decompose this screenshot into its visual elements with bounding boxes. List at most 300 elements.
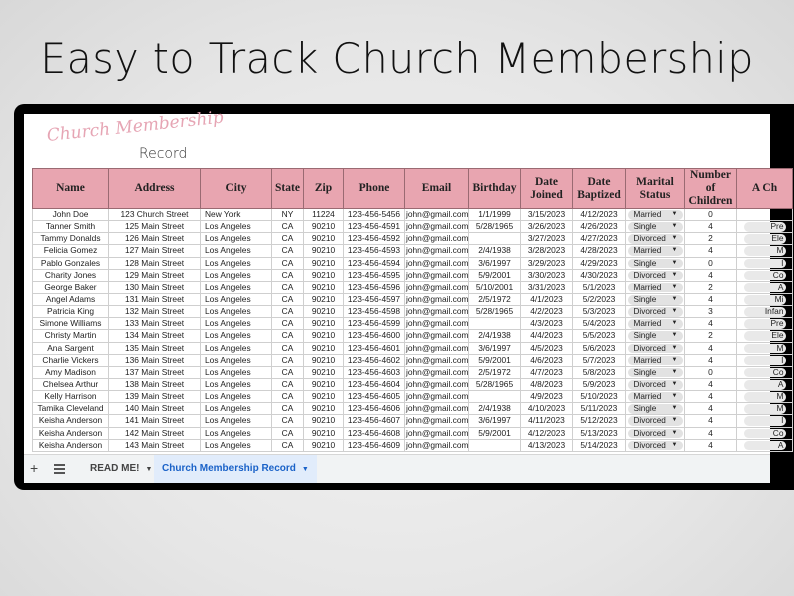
table-cell[interactable]: 123 Church Street	[109, 209, 201, 221]
table-cell[interactable]: 4	[685, 427, 737, 439]
table-cell[interactable]: 90210	[304, 233, 344, 245]
marital-status-dropdown[interactable]	[628, 404, 683, 414]
table-row[interactable]	[33, 233, 793, 245]
table-cell[interactable]: 123-456-4607	[344, 415, 405, 427]
table-cell[interactable]: Kelly Harrison	[33, 391, 109, 403]
table-cell[interactable]: 5/9/2023	[573, 378, 626, 390]
table-row[interactable]	[33, 221, 793, 233]
table-cell[interactable]: CA	[272, 378, 304, 390]
table-cell[interactable]: Los Angeles	[201, 439, 272, 451]
table-cell[interactable]	[626, 342, 685, 354]
table-cell[interactable]: 4/12/2023	[521, 427, 573, 439]
table-cell[interactable]: 5/3/2023	[573, 306, 626, 318]
table-cell[interactable]: john@gmail.com	[406, 233, 469, 244]
table-cell[interactable]: Tanner Smith	[33, 221, 109, 233]
table-cell[interactable]: 123-456-5456	[344, 209, 405, 221]
table-cell[interactable]: 5/28/1965	[469, 378, 521, 390]
table-cell[interactable]: 4	[685, 221, 737, 233]
table-cell[interactable]: 4/3/2023	[521, 318, 573, 330]
table-cell[interactable]: john@gmail.com	[406, 294, 469, 305]
table-cell[interactable]: CA	[272, 415, 304, 427]
table-cell[interactable]	[737, 366, 793, 378]
table-row[interactable]	[33, 439, 793, 451]
table-cell[interactable]: 90210	[304, 427, 344, 439]
table-cell[interactable]: CA	[272, 354, 304, 366]
table-cell[interactable]: 4	[685, 293, 737, 305]
table-cell[interactable]: 90210	[304, 221, 344, 233]
table-cell[interactable]: 90210	[304, 330, 344, 342]
table-cell[interactable]: 133 Main Street	[109, 318, 201, 330]
table-cell[interactable]: john@gmail.com	[406, 269, 469, 280]
table-cell[interactable]: john@gmail.com	[406, 306, 469, 317]
marital-status-dropdown[interactable]	[628, 429, 683, 439]
marital-status-dropdown[interactable]	[628, 331, 683, 341]
table-cell[interactable]: 123-456-4596	[344, 281, 405, 293]
table-cell[interactable]	[737, 391, 793, 403]
table-cell[interactable]: Los Angeles	[201, 269, 272, 281]
table-cell[interactable]: 5/9/2001	[469, 427, 521, 439]
table-cell[interactable]: 123-456-4593	[344, 245, 405, 257]
table-cell[interactable]: 140 Main Street	[109, 403, 201, 415]
table-cell[interactable]: 4	[685, 269, 737, 281]
table-cell[interactable]	[626, 281, 685, 293]
children-age-dropdown[interactable]	[744, 246, 786, 256]
table-cell[interactable]: 3/28/2023	[521, 245, 573, 257]
table-cell[interactable]: 3/30/2023	[521, 269, 573, 281]
table-cell[interactable]: 131 Main Street	[109, 293, 201, 305]
table-cell[interactable]: 90210	[304, 354, 344, 366]
children-age-dropdown[interactable]	[744, 429, 786, 439]
table-cell[interactable]: 4/11/2023	[521, 415, 573, 427]
table-cell[interactable]: CA	[272, 233, 304, 245]
table-cell[interactable]: 5/28/1965	[469, 221, 521, 233]
table-row[interactable]	[33, 366, 793, 378]
table-cell[interactable]	[626, 293, 685, 305]
table-cell[interactable]: Los Angeles	[201, 403, 272, 415]
table-cell[interactable]: 0	[685, 257, 737, 269]
table-cell[interactable]: Los Angeles	[201, 257, 272, 269]
table-cell[interactable]: 4	[685, 403, 737, 415]
table-cell[interactable]: 123-456-4595	[344, 269, 405, 281]
table-cell[interactable]: Los Angeles	[201, 330, 272, 342]
table-cell[interactable]: Keisha Anderson	[33, 427, 109, 439]
table-cell[interactable]: Charity Jones	[33, 269, 109, 281]
table-cell[interactable]: CA	[272, 293, 304, 305]
table-cell[interactable]: 5/7/2023	[573, 354, 626, 366]
table-cell[interactable]: 90210	[304, 269, 344, 281]
table-cell[interactable]	[469, 318, 521, 330]
table-cell[interactable]: CA	[272, 391, 304, 403]
tab-readme[interactable]	[82, 455, 160, 483]
table-cell[interactable]: 2	[685, 281, 737, 293]
table-cell[interactable]: Keisha Anderson	[33, 415, 109, 427]
table-cell[interactable]: Los Angeles	[201, 342, 272, 354]
children-age-dropdown[interactable]	[744, 392, 786, 402]
table-cell[interactable]: Los Angeles	[201, 233, 272, 245]
children-age-dropdown[interactable]	[744, 368, 786, 378]
table-cell[interactable]: john@gmail.com	[406, 439, 469, 450]
table-cell[interactable]: 123-456-4599	[344, 318, 405, 330]
table-cell[interactable]: 0	[685, 366, 737, 378]
table-cell[interactable]	[626, 209, 685, 221]
table-cell[interactable]: john@gmail.com	[406, 379, 469, 390]
table-cell[interactable]: Los Angeles	[201, 366, 272, 378]
table-cell[interactable]: john@gmail.com	[406, 427, 469, 438]
table-cell[interactable]: 4/7/2023	[521, 366, 573, 378]
table-cell[interactable]: 3/29/2023	[521, 257, 573, 269]
table-cell[interactable]: Los Angeles	[201, 245, 272, 257]
table-cell[interactable]: 2	[685, 233, 737, 245]
table-cell[interactable]	[737, 378, 793, 390]
table-cell[interactable]: Angel Adams	[33, 293, 109, 305]
table-cell[interactable]	[626, 366, 685, 378]
table-cell[interactable]: 5/4/2023	[573, 318, 626, 330]
table-cell[interactable]	[737, 269, 793, 281]
table-cell[interactable]	[626, 269, 685, 281]
table-cell[interactable]: 90210	[304, 378, 344, 390]
marital-status-dropdown[interactable]	[628, 271, 683, 281]
table-cell[interactable]: john@gmail.com	[406, 391, 469, 402]
table-cell[interactable]	[626, 415, 685, 427]
table-cell[interactable]: Keisha Anderson	[33, 439, 109, 451]
table-cell[interactable]: George Baker	[33, 281, 109, 293]
table-cell[interactable]: 90210	[304, 318, 344, 330]
table-cell[interactable]: Los Angeles	[201, 354, 272, 366]
table-cell[interactable]: 4	[685, 354, 737, 366]
marital-status-dropdown[interactable]	[628, 319, 683, 329]
table-cell[interactable]: Tamika Cleveland	[33, 403, 109, 415]
table-cell[interactable]: 123-456-4608	[344, 427, 405, 439]
table-cell[interactable]: CA	[272, 342, 304, 354]
table-cell[interactable]: 123-456-4602	[344, 354, 405, 366]
table-cell[interactable]: CA	[272, 403, 304, 415]
children-age-dropdown[interactable]	[744, 331, 786, 341]
marital-status-dropdown[interactable]	[628, 222, 683, 232]
table-cell[interactable]: 4/26/2023	[573, 221, 626, 233]
table-row[interactable]	[33, 403, 793, 415]
table-cell[interactable]: 123-456-4601	[344, 342, 405, 354]
table-cell[interactable]: 2/4/1938	[469, 245, 521, 257]
table-cell[interactable]: 4	[685, 378, 737, 390]
table-cell[interactable]	[626, 354, 685, 366]
table-row[interactable]	[33, 257, 793, 269]
plus-icon[interactable]: +	[30, 460, 39, 476]
table-cell[interactable]: 5/10/2023	[573, 391, 626, 403]
marital-status-dropdown[interactable]	[628, 234, 683, 244]
table-cell[interactable]: CA	[272, 257, 304, 269]
table-cell[interactable]: John Doe	[33, 209, 109, 221]
table-cell[interactable]	[469, 391, 521, 403]
table-cell[interactable]	[626, 233, 685, 245]
table-cell[interactable]: 128 Main Street	[109, 257, 201, 269]
table-cell[interactable]: 123-456-4605	[344, 391, 405, 403]
children-age-dropdown[interactable]	[744, 295, 786, 305]
marital-status-dropdown[interactable]	[628, 368, 683, 378]
table-cell[interactable]: 5/14/2023	[573, 439, 626, 451]
table-cell[interactable]: Christy Martin	[33, 330, 109, 342]
table-cell[interactable]: 11224	[304, 209, 344, 221]
table-cell[interactable]: 125 Main Street	[109, 221, 201, 233]
table-cell[interactable]: 4/27/2023	[573, 233, 626, 245]
table-cell[interactable]	[626, 403, 685, 415]
table-cell[interactable]	[626, 306, 685, 318]
table-cell[interactable]: 4/13/2023	[521, 439, 573, 451]
table-cell[interactable]: CA	[272, 366, 304, 378]
table-row[interactable]	[33, 293, 793, 305]
table-cell[interactable]	[737, 306, 793, 318]
table-cell[interactable]: 5/28/1965	[469, 306, 521, 318]
table-cell[interactable]: 3/6/1997	[469, 257, 521, 269]
table-cell[interactable]: 130 Main Street	[109, 281, 201, 293]
children-age-dropdown[interactable]	[744, 222, 786, 232]
children-age-dropdown[interactable]	[744, 380, 786, 390]
marital-status-dropdown[interactable]	[628, 210, 683, 220]
table-cell[interactable]: 4/1/2023	[521, 293, 573, 305]
table-cell[interactable]: 90210	[304, 281, 344, 293]
table-cell[interactable]: Los Angeles	[201, 318, 272, 330]
marital-status-dropdown[interactable]	[628, 380, 683, 390]
table-cell[interactable]: 141 Main Street	[109, 415, 201, 427]
table-cell[interactable]: Tammy Donalds	[33, 233, 109, 245]
tab-church-membership-record[interactable]	[154, 455, 317, 483]
children-age-dropdown[interactable]	[744, 344, 786, 354]
marital-status-dropdown[interactable]	[628, 416, 683, 426]
table-cell[interactable]: 123-456-4591	[344, 221, 405, 233]
table-cell[interactable]: Felicia Gomez	[33, 245, 109, 257]
table-cell[interactable]: 90210	[304, 257, 344, 269]
table-cell[interactable]: 123-456-4600	[344, 330, 405, 342]
table-cell[interactable]: 4/8/2023	[521, 378, 573, 390]
table-cell[interactable]	[626, 391, 685, 403]
table-cell[interactable]	[737, 354, 793, 366]
table-cell[interactable]	[737, 257, 793, 269]
table-cell[interactable]: john@gmail.com	[406, 221, 469, 232]
table-cell[interactable]: 4/6/2023	[521, 354, 573, 366]
table-cell[interactable]: CA	[272, 281, 304, 293]
sheet-list-icon[interactable]	[54, 464, 65, 476]
table-cell[interactable]	[626, 318, 685, 330]
table-cell[interactable]: john@gmail.com	[406, 209, 469, 220]
marital-status-dropdown[interactable]	[628, 441, 683, 451]
table-cell[interactable]: 90210	[304, 415, 344, 427]
table-cell[interactable]	[626, 257, 685, 269]
table-cell[interactable]: 138 Main Street	[109, 378, 201, 390]
marital-status-dropdown[interactable]	[628, 392, 683, 402]
table-cell[interactable]: 3/6/1997	[469, 342, 521, 354]
table-cell[interactable]: CA	[272, 221, 304, 233]
table-row[interactable]	[33, 209, 793, 221]
table-cell[interactable]: 2/4/1938	[469, 330, 521, 342]
table-cell[interactable]	[737, 293, 793, 305]
table-cell[interactable]: 136 Main Street	[109, 354, 201, 366]
table-cell[interactable]: CA	[272, 245, 304, 257]
table-cell[interactable]: New York	[201, 209, 272, 221]
table-cell[interactable]: 127 Main Street	[109, 245, 201, 257]
table-cell[interactable]	[737, 415, 793, 427]
table-cell[interactable]: 142 Main Street	[109, 427, 201, 439]
table-cell[interactable]: 5/8/2023	[573, 366, 626, 378]
table-cell[interactable]: john@gmail.com	[406, 318, 469, 329]
table-cell[interactable]: 4/9/2023	[521, 391, 573, 403]
table-cell[interactable]: 139 Main Street	[109, 391, 201, 403]
table-cell[interactable]: Patricia King	[33, 306, 109, 318]
table-cell[interactable]	[626, 245, 685, 257]
table-cell[interactable]: 2/5/1972	[469, 293, 521, 305]
table-cell[interactable]	[737, 403, 793, 415]
children-age-dropdown[interactable]	[744, 356, 786, 366]
table-cell[interactable]: 5/13/2023	[573, 427, 626, 439]
table-cell[interactable]: 2	[685, 330, 737, 342]
children-age-dropdown[interactable]	[744, 441, 786, 451]
table-cell[interactable]	[626, 221, 685, 233]
marital-status-dropdown[interactable]	[628, 307, 683, 317]
table-row[interactable]	[33, 354, 793, 366]
marital-status-dropdown[interactable]	[628, 246, 683, 256]
table-cell[interactable]: 123-456-4592	[344, 233, 405, 245]
table-cell[interactable]: 90210	[304, 245, 344, 257]
table-cell[interactable]	[737, 233, 793, 245]
table-cell[interactable]: Simone Williams	[33, 318, 109, 330]
table-cell[interactable]	[626, 427, 685, 439]
table-cell[interactable]: 134 Main Street	[109, 330, 201, 342]
children-age-dropdown[interactable]	[744, 259, 786, 269]
table-cell[interactable]: 5/1/2023	[573, 281, 626, 293]
table-cell[interactable]: john@gmail.com	[406, 281, 469, 292]
table-cell[interactable]: 5/12/2023	[573, 415, 626, 427]
table-cell[interactable]: 4/28/2023	[573, 245, 626, 257]
children-age-dropdown[interactable]	[744, 416, 786, 426]
table-cell[interactable]: 90210	[304, 293, 344, 305]
table-cell[interactable]: 4	[685, 342, 737, 354]
table-cell[interactable]: 90210	[304, 366, 344, 378]
table-cell[interactable]: 4	[685, 439, 737, 451]
table-cell[interactable]: 5/9/2001	[469, 354, 521, 366]
marital-status-dropdown[interactable]	[628, 283, 683, 293]
table-cell[interactable]: Los Angeles	[201, 306, 272, 318]
table-cell[interactable]: 3/15/2023	[521, 209, 573, 221]
table-cell[interactable]: CA	[272, 330, 304, 342]
table-cell[interactable]: 3/26/2023	[521, 221, 573, 233]
table-cell[interactable]: 3/27/2023	[521, 233, 573, 245]
table-cell[interactable]: Los Angeles	[201, 415, 272, 427]
table-cell[interactable]: john@gmail.com	[406, 403, 469, 414]
table-cell[interactable]: CA	[272, 269, 304, 281]
table-cell[interactable]: 123-456-4597	[344, 293, 405, 305]
table-cell[interactable]: 4	[685, 245, 737, 257]
table-cell[interactable]	[737, 221, 793, 233]
table-row[interactable]	[33, 427, 793, 439]
table-row[interactable]	[33, 391, 793, 403]
marital-status-dropdown[interactable]	[628, 356, 683, 366]
table-cell[interactable]: 5/10/2001	[469, 281, 521, 293]
table-row[interactable]	[33, 330, 793, 342]
table-cell[interactable]: 4/5/2023	[521, 342, 573, 354]
table-cell[interactable]: john@gmail.com	[406, 342, 469, 353]
table-cell[interactable]: Charlie Vickers	[33, 354, 109, 366]
table-cell[interactable]: CA	[272, 439, 304, 451]
marital-status-dropdown[interactable]	[628, 259, 683, 269]
table-cell[interactable]	[737, 330, 793, 342]
table-cell[interactable]: 90210	[304, 403, 344, 415]
table-cell[interactable]: john@gmail.com	[406, 415, 469, 426]
table-cell[interactable]: 4	[685, 415, 737, 427]
table-cell[interactable]: 4/4/2023	[521, 330, 573, 342]
table-cell[interactable]	[737, 245, 793, 257]
table-cell[interactable]: 137 Main Street	[109, 366, 201, 378]
table-cell[interactable]: Los Angeles	[201, 281, 272, 293]
table-cell[interactable]	[469, 233, 521, 245]
table-cell[interactable]: 123-456-4598	[344, 306, 405, 318]
table-cell[interactable]	[737, 427, 793, 439]
table-cell[interactable]	[737, 318, 793, 330]
table-cell[interactable]: CA	[272, 318, 304, 330]
marital-status-dropdown[interactable]	[628, 344, 683, 354]
table-cell[interactable]	[737, 209, 793, 221]
table-cell[interactable]: 4/30/2023	[573, 269, 626, 281]
table-cell[interactable]: john@gmail.com	[406, 354, 469, 365]
table-cell[interactable]: 4/10/2023	[521, 403, 573, 415]
table-cell[interactable]: 123-456-4603	[344, 366, 405, 378]
table-cell[interactable]: 3/6/1997	[469, 415, 521, 427]
table-cell[interactable]: 90210	[304, 306, 344, 318]
table-cell[interactable]: 5/5/2023	[573, 330, 626, 342]
table-row[interactable]	[33, 269, 793, 281]
table-cell[interactable]: 2/4/1938	[469, 403, 521, 415]
table-cell[interactable]: Pablo Gonzales	[33, 257, 109, 269]
table-cell[interactable]: Ana Sargent	[33, 342, 109, 354]
table-cell[interactable]	[737, 281, 793, 293]
children-age-dropdown[interactable]	[744, 319, 786, 329]
table-cell[interactable]: Los Angeles	[201, 378, 272, 390]
table-cell[interactable]: 123-456-4609	[344, 439, 405, 451]
table-cell[interactable]: 90210	[304, 439, 344, 451]
table-cell[interactable]: john@gmail.com	[406, 245, 469, 256]
children-age-dropdown[interactable]	[744, 283, 786, 293]
children-age-dropdown[interactable]	[744, 307, 786, 317]
table-cell[interactable]: 123-456-4606	[344, 403, 405, 415]
table-row[interactable]	[33, 415, 793, 427]
table-cell[interactable]	[469, 439, 521, 451]
table-row[interactable]	[33, 378, 793, 390]
table-cell[interactable]: 5/2/2023	[573, 293, 626, 305]
table-cell[interactable]: 0	[685, 209, 737, 221]
table-row[interactable]	[33, 318, 793, 330]
table-row[interactable]	[33, 245, 793, 257]
table-cell[interactable]: 123-456-4594	[344, 257, 405, 269]
table-cell[interactable]: Los Angeles	[201, 293, 272, 305]
table-cell[interactable]: Los Angeles	[201, 221, 272, 233]
table-cell[interactable]: 4/29/2023	[573, 257, 626, 269]
table-cell[interactable]: 135 Main Street	[109, 342, 201, 354]
table-cell[interactable]: john@gmail.com	[406, 257, 469, 268]
table-cell[interactable]: john@gmail.com	[406, 366, 469, 377]
table-cell[interactable]: Los Angeles	[201, 427, 272, 439]
children-age-dropdown[interactable]	[744, 234, 786, 244]
marital-status-dropdown[interactable]	[628, 295, 683, 305]
table-cell[interactable]: 123-456-4604	[344, 378, 405, 390]
table-cell[interactable]: 5/9/2001	[469, 269, 521, 281]
table-cell[interactable]: 129 Main Street	[109, 269, 201, 281]
table-cell[interactable]: 2/5/1972	[469, 366, 521, 378]
children-age-dropdown[interactable]	[744, 404, 786, 414]
table-cell[interactable]: 5/6/2023	[573, 342, 626, 354]
table-cell[interactable]: CA	[272, 306, 304, 318]
table-cell[interactable]: 4/12/2023	[573, 209, 626, 221]
table-cell[interactable]: 90210	[304, 342, 344, 354]
table-cell[interactable]: 143 Main Street	[109, 439, 201, 451]
table-cell[interactable]	[737, 342, 793, 354]
table-cell[interactable]: NY	[272, 209, 304, 221]
